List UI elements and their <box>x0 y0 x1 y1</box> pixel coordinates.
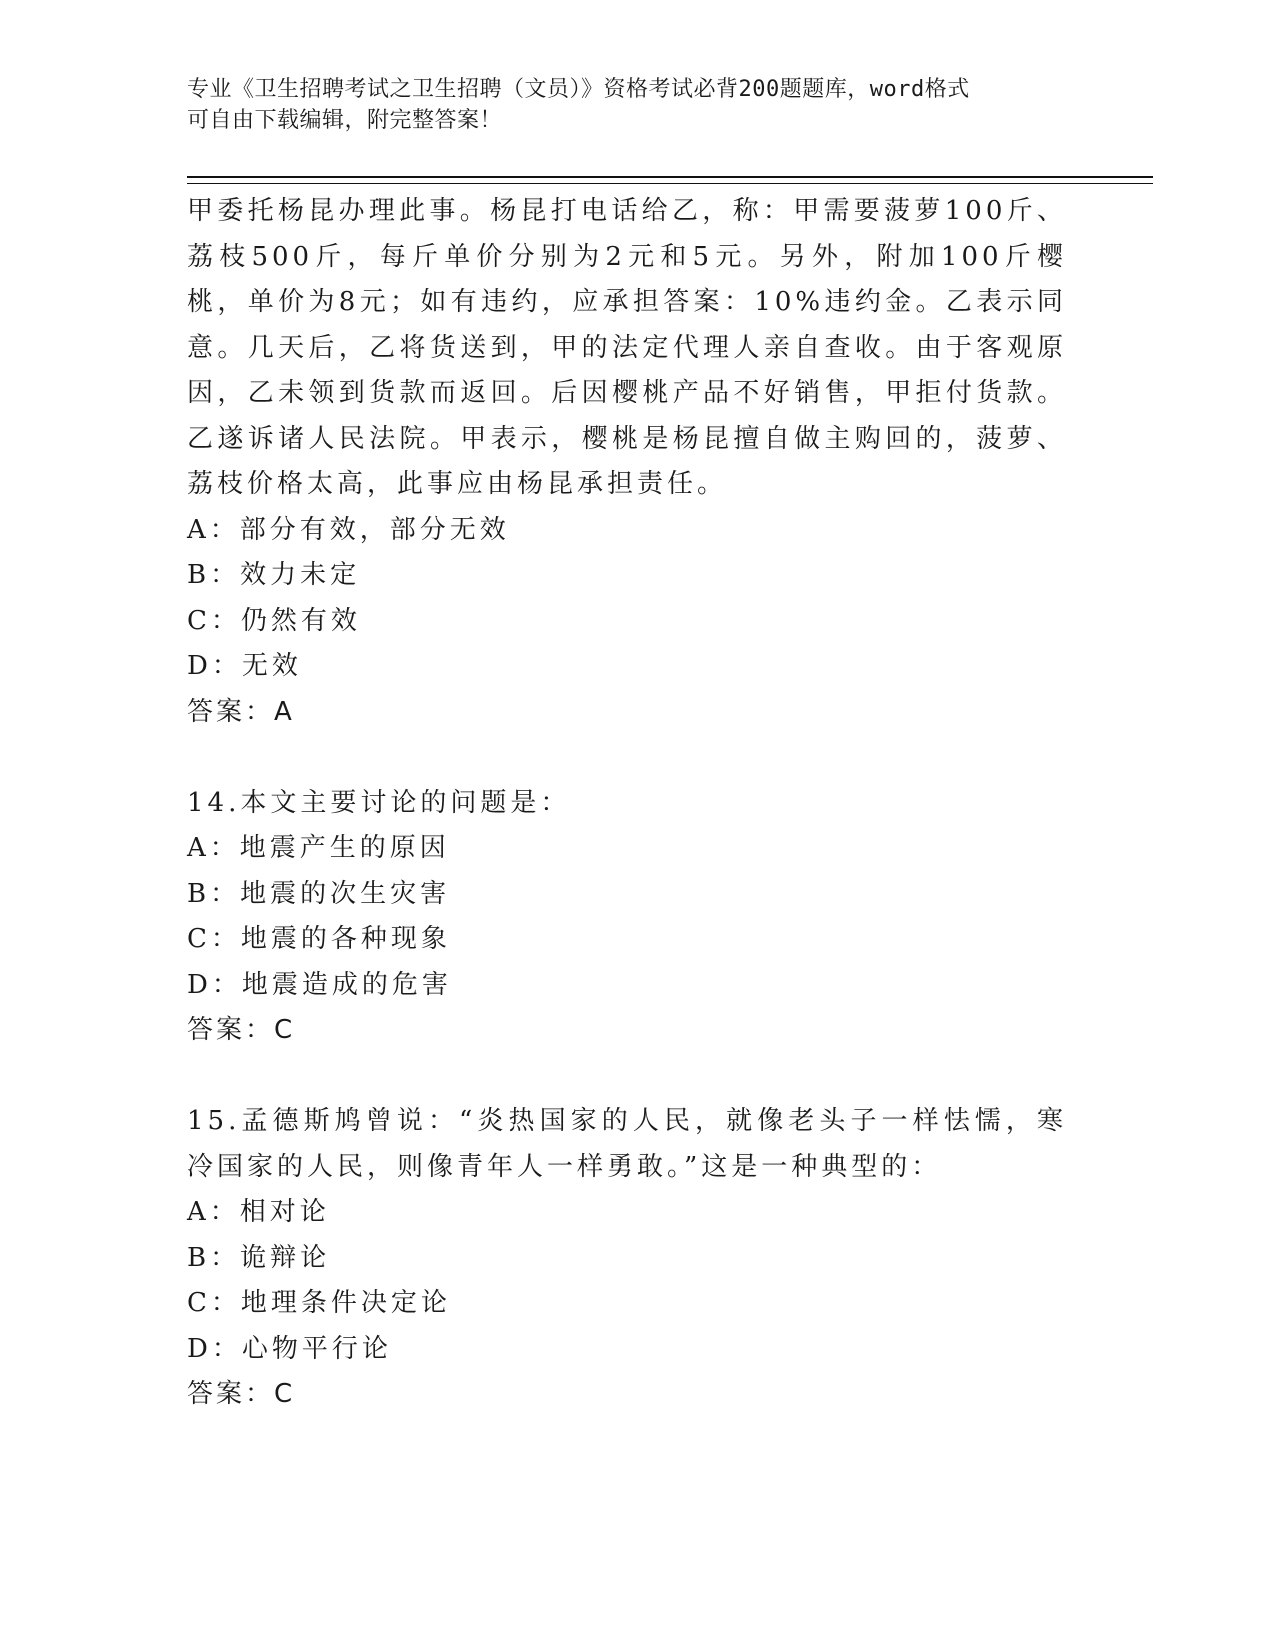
question-item <box>187 781 1067 1054</box>
option-d: D：无效 <box>187 651 302 681</box>
document-header: 专业《卫生招聘考试之卫生招聘（文员）》资格考试必背200题题库，word格式 可自由下载编辑，附完整答案！ <box>187 77 970 133</box>
option-a: A：相对论 <box>187 1197 330 1227</box>
question-stem: 甲委托杨昆办理此事。杨昆打电话给乙，称：甲需要菠萝100斤、荔枝500斤，每斤单价分别为2元和5元。另外，附加100斤樱桃，单价为8元；如有违约，应承担答案：10%违约金。乙表示同意。几天后，乙将货送到，甲的法定代理人亲自查收。由于客观原因，乙未领到货款而返回。后因樱桃产品不好销售，甲拒付货款。乙遂诉诸人民法院。甲表示，樱桃是杨昆擅自做主购回的，菠萝、荔枝价格太高，此事应由杨昆承担责任。 <box>187 196 1067 499</box>
option-c: C：仍然有效 <box>187 605 361 636</box>
header-divider-thin <box>187 183 1153 184</box>
option-d: D：地震造成的危害 <box>187 969 452 1000</box>
option-d: D：心物平行论 <box>187 1333 392 1364</box>
question-stem: 14.本文主要讨论的问题是： <box>187 787 571 818</box>
answer: 答案：A <box>187 696 295 727</box>
option-c: C：地理条件决定论 <box>187 1288 451 1318</box>
option-b: B：地震的次生灾害 <box>187 878 451 909</box>
question-spacer <box>187 1054 1067 1100</box>
option-a: A：地震产生的原因 <box>187 833 450 863</box>
option-a: A：部分有效，部分无效 <box>187 514 510 545</box>
question-item <box>187 189 1067 735</box>
option-b: B：诡辩论 <box>187 1242 331 1273</box>
answer: 答案：C <box>187 1015 296 1045</box>
option-b: B：效力未定 <box>187 560 361 590</box>
question-spacer <box>187 735 1067 781</box>
option-c: C：地震的各种现象 <box>187 924 451 954</box>
answer: 答案：C <box>187 1379 296 1409</box>
question-list <box>187 189 1067 1418</box>
header-divider-thick <box>187 176 1153 178</box>
question-stem: 15.孟德斯鸠曾说：“炎热国家的人民，就像老头子一样怯懦，寒冷国家的人民，则像青年人一样勇敢。”这是一种典型的： <box>187 1106 1067 1182</box>
question-item <box>187 1099 1067 1418</box>
